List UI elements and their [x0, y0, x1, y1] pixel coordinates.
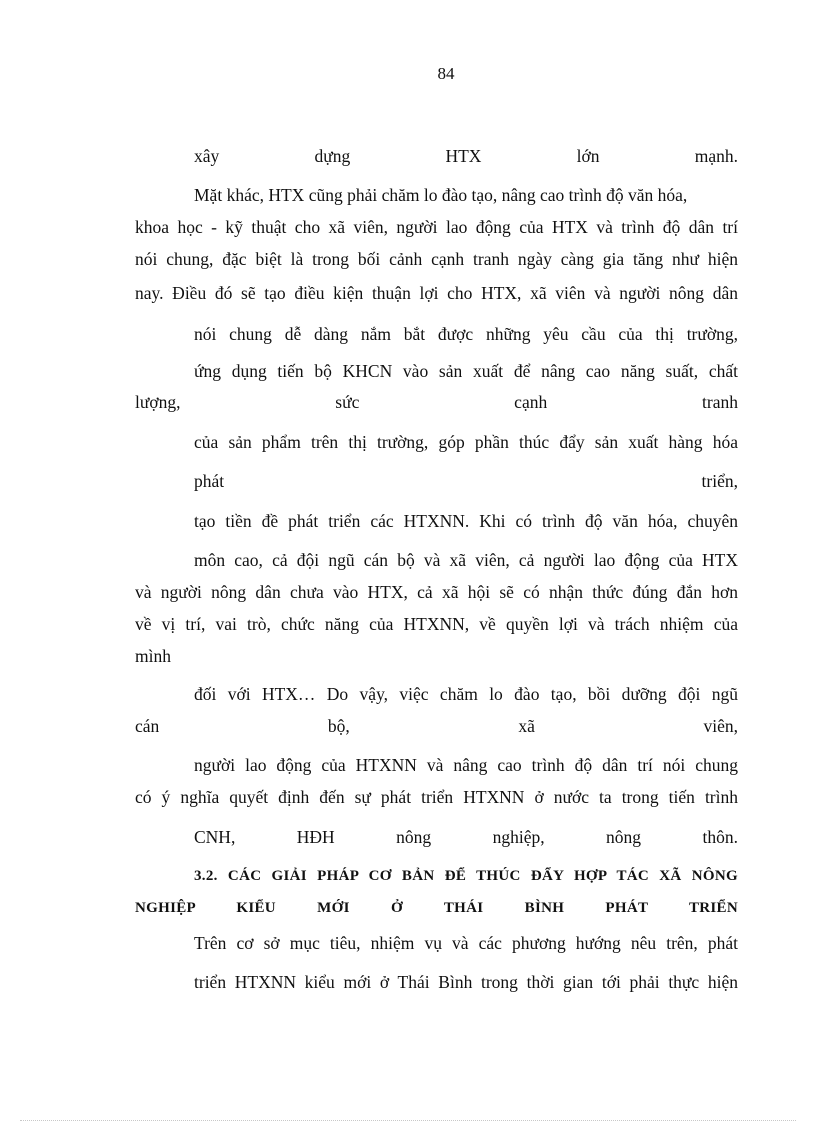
text-line: và người nông dân chưa vào HTX, cả xã hội sẽ có nhận thức đúng đắn hơn [135, 582, 738, 602]
text-line: người lao động của HTXNN và nâng cao trình độ dân trí nói chung [194, 755, 738, 775]
text-line: khoa học - kỹ thuật cho xã viên, người lao động của HTX và trình độ dân trí [135, 217, 738, 237]
text-line: tạo tiền đề phát triển các HTXNN. Khi có trình độ văn hóa, chuyên [194, 511, 738, 531]
text-line: xây dựng HTX lớn mạnh. [194, 146, 738, 166]
text-line: triển HTXNN kiểu mới ở Thái Bình trong thời gian tới phải thực hiện [194, 972, 738, 992]
page-bottom-rule [20, 1120, 796, 1121]
text-line: nói chung dễ dàng nắm bắt được những yêu cầu của thị trường, [194, 324, 738, 344]
text-line: mình [135, 646, 171, 666]
text-line: ứng dụng tiến bộ KHCN vào sản xuất để nâng cao năng suất, chất [194, 361, 738, 381]
text-line: Trên cơ sở mục tiêu, nhiệm vụ và các phương hướng nêu trên, phát [194, 933, 738, 953]
text-line: CNH, HĐH nông nghiệp, nông thôn. [194, 827, 738, 847]
text-line: của sản phẩm trên thị trường, góp phần thúc đẩy sản xuất hàng hóa [194, 432, 738, 452]
section-heading: 3.2. CÁC GIẢI PHÁP CƠ BẢN ĐỂ THÚC ĐẨY HỢP TÁC XÃ NÔNG [194, 868, 738, 884]
text-line: về vị trí, vai trò, chức năng của HTXNN, về quyền lợi và trách nhiệm của [135, 614, 738, 634]
text-line: nay. Điều đó sẽ tạo điều kiện thuận lợi cho HTX, xã viên và người nông dân [135, 283, 738, 303]
text-line: lượng, sức cạnh tranh [135, 392, 738, 412]
text-line: phát triển, [194, 471, 738, 491]
text-line: cán bộ, xã viên, [135, 716, 738, 736]
section-heading: NGHIỆP KIỂU MỚI Ở THÁI BÌNH PHÁT TRIỂN [135, 900, 738, 916]
text-line: đối với HTX… Do vậy, việc chăm lo đào tạo, bồi dưỡng đội ngũ [194, 684, 738, 704]
page-number: 84 [437, 64, 455, 83]
text-line: môn cao, cả đội ngũ cán bộ và xã viên, cả người lao động của HTX [194, 550, 738, 570]
text-line: có ý nghĩa quyết định đến sự phát triển HTXNN ở nước ta trong tiến trình [135, 787, 738, 807]
text-line: nói chung, đặc biệt là trong bối cảnh cạnh tranh ngày càng gia tăng như hiện [135, 249, 738, 269]
text-line: Mặt khác, HTX cũng phải chăm lo đào tạo, nâng cao trình độ văn hóa, [194, 185, 688, 205]
